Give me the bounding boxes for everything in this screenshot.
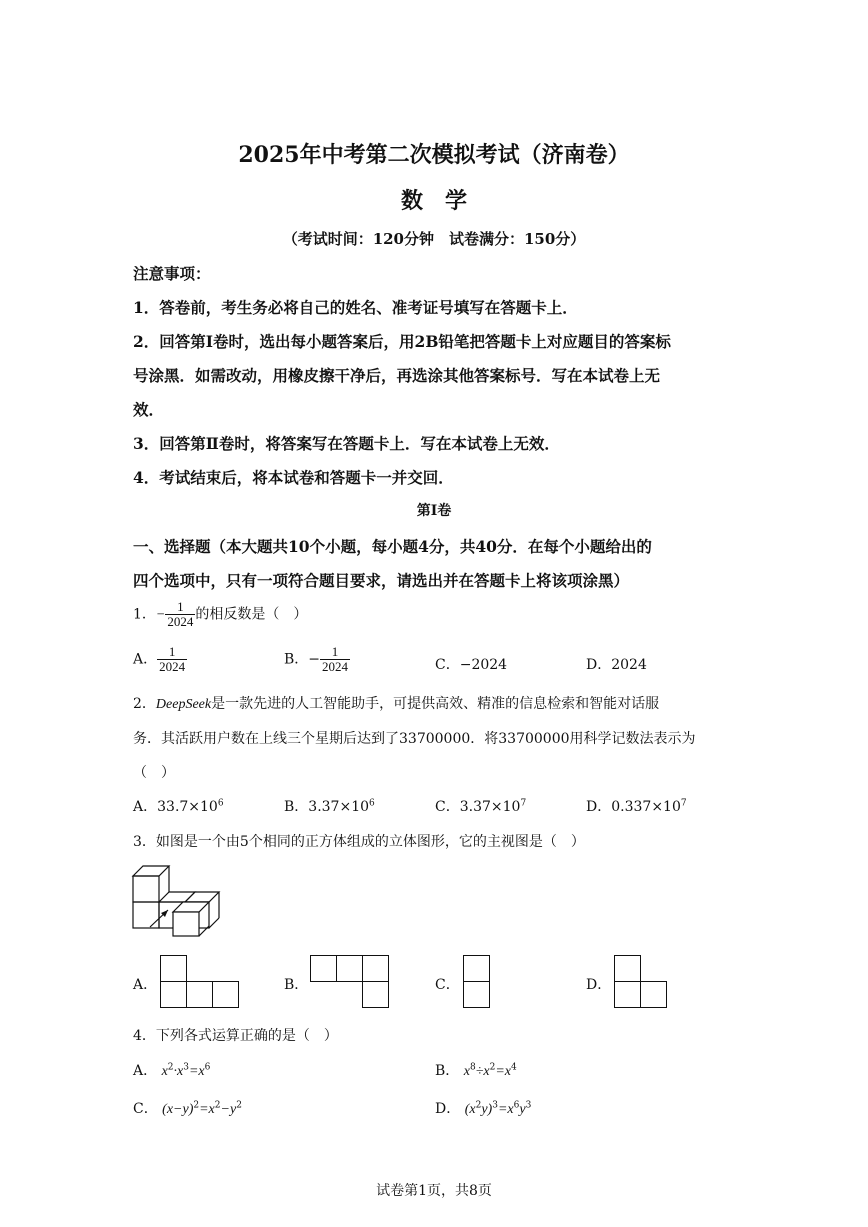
page-footer: 试卷第1页，共8页 [376,1183,492,1199]
q3-option-b-label: B． [284,977,309,993]
page-title: 2025年中考第二次模拟考试（济南卷） [238,142,630,168]
question-2-stem: 2．DeepSeek是一款先进的人工智能助手，可提供高效、精准的信息检索和智能对话服 [133,696,660,712]
section-heading: 一、选择题（本大题共10个小题，每小题4分，共40分．在每个小题给出的 [133,537,652,556]
q4-option-c: C． $(x-y)^2=x^2-y^2$ [133,1100,242,1117]
question-2-stem-line3: （ ） [133,765,175,781]
q4-option-b: B． $x^8\div x^2=x^4$ [435,1062,517,1079]
q1-option-c: C．−2024 [435,657,508,673]
notice-item: 3．回答第Ⅱ卷时，将答案写在答题卡上．写在本试卷上无效． [133,434,560,453]
q3-option-c-label: C． [435,977,460,993]
q1-option-a: A． $\frac{1}{2024}$ [133,644,186,674]
subject-title: 数学 [400,188,489,214]
q1-option-d: D．2024 [586,657,647,673]
question-1-stem: 1．− $\frac{1}{2024}$ 的相反数是（ ） [133,599,308,629]
notice-item: 2．回答第Ⅰ卷时，选出每小题答案后，用2B铅笔把答题卡上对应题目的答案标 [133,332,671,351]
q2-option-a: A．$33.7\times 10^6$ [133,798,224,815]
exam-info: （考试时间：120分钟 试卷满分：150分） [282,230,586,248]
q2-option-b: B．$3.37\times 10^6$ [284,798,375,815]
section-heading: 四个选项中，只有一项符合题目要求，请选出并在答题卡上将该项涂黑） [133,571,630,590]
notice-item: 效． [133,400,165,419]
notice-item: 号涂黑．如需改动，用橡皮擦干净后，再选涂其他答案标号．写在本试卷上无 [133,366,661,385]
q4-option-a: A． $x^2\cdot x^3=x^6$ [133,1062,211,1079]
notice-heading: 注意事项： [133,264,211,283]
notice-item: 1．答卷前，考生务必将自己的姓名、准考证号填写在答题卡上． [133,298,578,317]
question-4-stem: 4．下列各式运算正确的是（ ） [133,1028,338,1044]
question-2-stem-line2: 务．其活跃用户数在上线三个星期后达到了33700000．将33700000用科学记数法表示为 [133,731,696,747]
q4-option-d: D． $(x^2y)^3=x^6y^3$ [435,1100,532,1117]
q2-option-c: C．$3.37\times 10^7$ [435,798,527,815]
question-3-stem: 3．如图是一个由5个相同的正方体组成的立体图形，它的主视图是（ ） [133,834,585,850]
cube-figure [130,860,225,940]
q3-option-a-label: A． [133,977,158,993]
q3-option-d-label: D． [586,977,612,993]
part-title: 第Ⅰ卷 [416,503,452,519]
notice-item: 4．考试结束后，将本试卷和答题卡一并交回． [133,468,454,487]
q1-option-b: B．− $\frac{1}{2024}$ [284,644,349,674]
q2-option-d: D．$0.337\times 10^7$ [586,798,687,815]
